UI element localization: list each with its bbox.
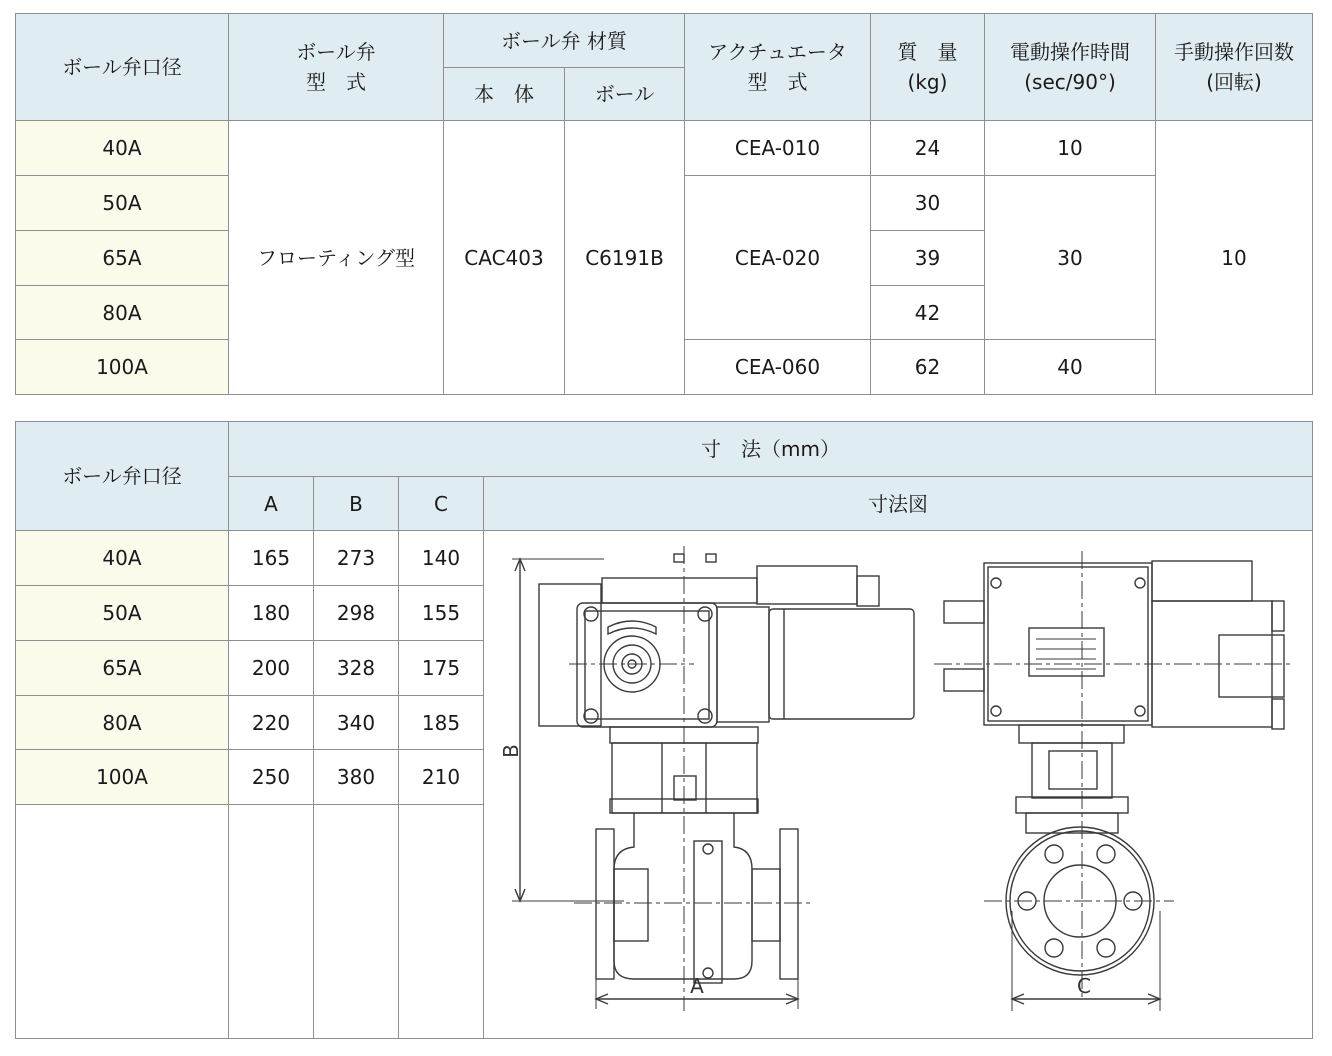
actuator-cell: CEA-020 [685,176,871,340]
header-dim-b: B [314,477,399,531]
header-operation-time: 電動操作時間 (sec/90°) [985,14,1156,121]
empty-cell [16,805,229,1039]
drawing-label-b: B [499,744,523,758]
dim-c-cell: 210 [399,750,484,805]
empty-cell [314,805,399,1039]
size-cell: 65A [16,641,229,696]
dim-c-cell: 155 [399,586,484,641]
operation-time-cell: 30 [985,176,1156,340]
dim-c-cell: 185 [399,696,484,750]
dim-b-cell: 298 [314,586,399,641]
drawing-label-c: C [1077,974,1091,998]
mass-cell: 62 [871,340,985,395]
dim-c-cell: 175 [399,641,484,696]
ball-material-cell: C6191B [565,121,685,395]
header-material-body: 本 体 [444,68,565,121]
body-material-cell: CAC403 [444,121,565,395]
drawing-label-a: A [690,974,704,998]
dim-b-cell: 380 [314,750,399,805]
size-cell: 40A [16,121,229,176]
header-drawing: 寸法図 [484,477,1313,531]
size-cell: 65A [16,231,229,286]
size-cell: 100A [16,750,229,805]
valve-type-cell: フローティング型 [229,121,444,395]
header-dim-a: A [229,477,314,531]
dim-a-cell: 250 [229,750,314,805]
dim-a-cell: 180 [229,586,314,641]
valve-front-view [512,546,914,1011]
spec-table [15,13,1313,395]
dimension-drawing-cell [484,531,1313,1039]
dim-a-cell: 220 [229,696,314,750]
manual-turns-cell: 10 [1156,121,1313,395]
dimension-table [15,421,1313,1039]
header-dim-c: C [399,477,484,531]
header-material-ball: ボール [565,68,685,121]
header-dimensions: 寸 法（mm） [229,422,1313,477]
dim-a-cell: 200 [229,641,314,696]
size-cell: 80A [16,286,229,340]
header-mass: 質 量 (kg) [871,14,985,121]
empty-cell [229,805,314,1039]
header-size: ボール弁口径 [16,14,229,121]
mass-cell: 39 [871,231,985,286]
mass-cell: 30 [871,176,985,231]
size-cell: 40A [16,531,229,586]
size-cell: 50A [16,586,229,641]
header-valve-type: ボール弁 型 式 [229,14,444,121]
actuator-cell: CEA-010 [685,121,871,176]
dim-a-cell: 165 [229,531,314,586]
dim-b-cell: 328 [314,641,399,696]
dim-b-cell: 340 [314,696,399,750]
operation-time-cell: 40 [985,340,1156,395]
valve-side-view [934,551,1294,1011]
size-cell: 80A [16,696,229,750]
header-manual-turns: 手動操作回数 (回転) [1156,14,1313,121]
dim-b-cell: 273 [314,531,399,586]
actuator-cell: CEA-060 [685,340,871,395]
empty-cell [399,805,484,1039]
header-material: ボール弁 材質 [444,14,685,68]
dim-c-cell: 140 [399,531,484,586]
size-cell: 50A [16,176,229,231]
dimension-drawing [484,531,1312,1038]
header-size: ボール弁口径 [16,422,229,531]
mass-cell: 42 [871,286,985,340]
operation-time-cell: 10 [985,121,1156,176]
size-cell: 100A [16,340,229,395]
header-actuator-type: アクチュエータ 型 式 [685,14,871,121]
mass-cell: 24 [871,121,985,176]
